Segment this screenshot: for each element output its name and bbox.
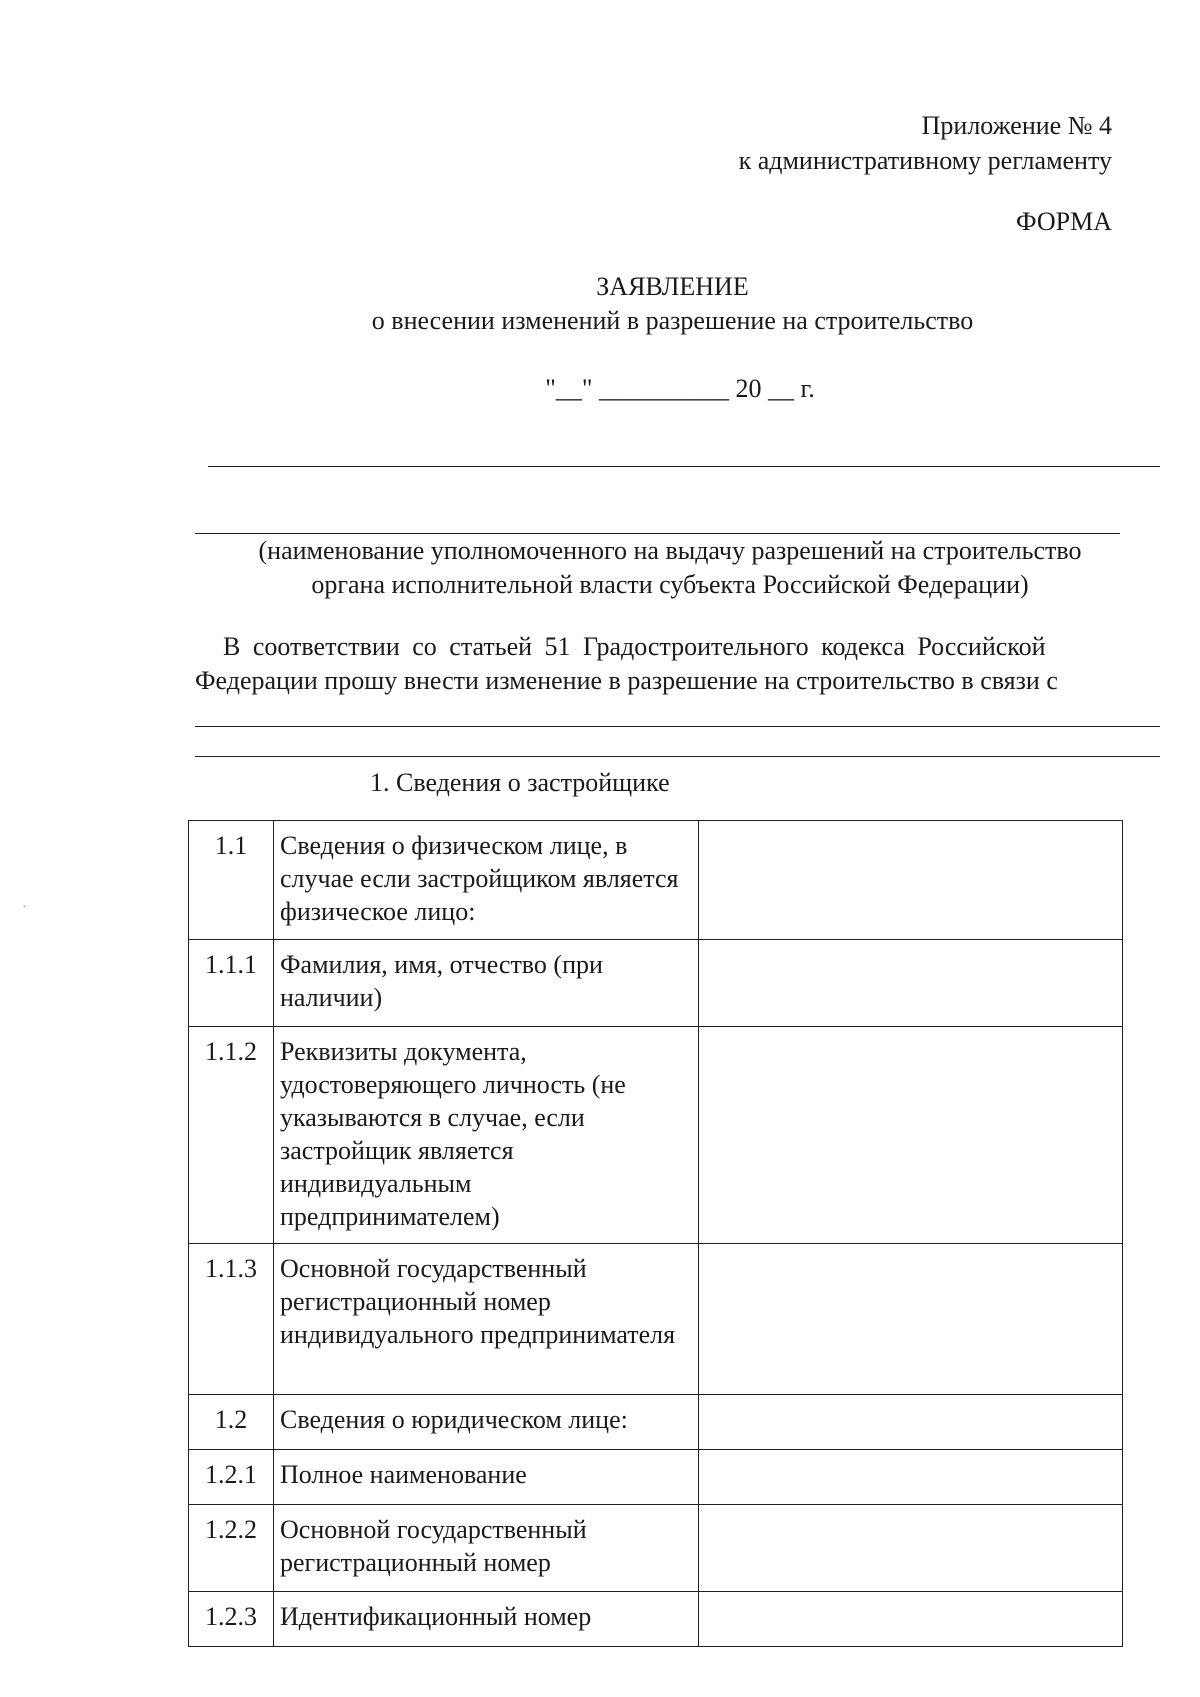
row-number: 1.2.2 — [189, 1505, 274, 1592]
row-number: 1.1.3 — [189, 1244, 274, 1395]
section-heading: 1. Сведения о застройщике — [370, 768, 670, 797]
row-value-field[interactable] — [699, 821, 1123, 940]
row-value-field[interactable] — [699, 1450, 1123, 1505]
row-number: 1.2 — [189, 1395, 274, 1450]
table-row — [189, 1592, 1123, 1647]
row-label: Сведения о юридическом лице: — [274, 1395, 699, 1450]
row-number: 1.1.2 — [189, 1027, 274, 1244]
row-value-field[interactable] — [699, 940, 1123, 1027]
request-line-2: Федерации прошу внести изменение в разрешение на строительство в связи с — [195, 666, 1058, 695]
authority-caption — [210, 534, 1130, 602]
request-line-1: В соответствии со статьей 51 Градостроительного кодекса Российской — [223, 632, 1046, 661]
document-subtitle: о внесении изменений в разрешение на строительство — [371, 306, 974, 335]
reason-blank-line-2 — [195, 756, 1160, 757]
table-row — [189, 1505, 1123, 1592]
scan-speck: · — [22, 900, 27, 915]
table-row — [189, 821, 1123, 940]
row-value-field[interactable] — [699, 1244, 1123, 1395]
reason-blank-line-1 — [195, 726, 1160, 727]
row-label: Идентификационный номер — [274, 1592, 699, 1647]
row-number: 1.2.3 — [189, 1592, 274, 1647]
date-line: "__" __________ 20 __ г. — [545, 374, 815, 403]
row-value-field[interactable] — [699, 1027, 1123, 1244]
table-row — [189, 1244, 1123, 1395]
row-label: Полное наименование — [274, 1450, 699, 1505]
authority-caption-line-2: органа исполнительной власти субъекта Российской Федерации) — [311, 570, 1029, 599]
row-value-field[interactable] — [699, 1592, 1123, 1647]
document-title: ЗАЯВЛЕНИЕ — [596, 272, 749, 301]
row-label: Сведения о физическом лице, в случае если застройщиком является физическое лицо: — [274, 821, 699, 940]
form-label: ФОРМА — [1016, 207, 1112, 236]
appendix-number: Приложение № 4 — [921, 111, 1112, 140]
row-number: 1.1.1 — [189, 940, 274, 1027]
developer-info-table — [188, 820, 1123, 1647]
table-row — [189, 1027, 1123, 1244]
row-label: Реквизиты документа, удостоверяющего личность (не указываются в случае, если застройщик является индивидуальным предпринимателем) — [274, 1027, 699, 1244]
row-label: Основной государственный регистрационный номер — [274, 1505, 699, 1592]
row-label: Основной государственный регистрационный номер индивидуального предпринимателя — [274, 1244, 699, 1395]
row-value-field[interactable] — [699, 1505, 1123, 1592]
table-row — [189, 1450, 1123, 1505]
authority-blank-line-1 — [208, 466, 1160, 467]
table-row — [189, 940, 1123, 1027]
appendix-regulation: к административному регламенту — [738, 146, 1112, 175]
row-value-field[interactable] — [699, 1395, 1123, 1450]
authority-caption-line-1: (наименование уполномоченного на выдачу разрешений на строительство — [258, 536, 1082, 565]
row-label: Фамилия, имя, отчество (при наличии) — [274, 940, 699, 1027]
row-number: 1.2.1 — [189, 1450, 274, 1505]
appendix-reference — [739, 108, 1112, 178]
row-number: 1.1 — [189, 821, 274, 940]
request-paragraph — [195, 630, 1155, 698]
table-row — [189, 1395, 1123, 1450]
